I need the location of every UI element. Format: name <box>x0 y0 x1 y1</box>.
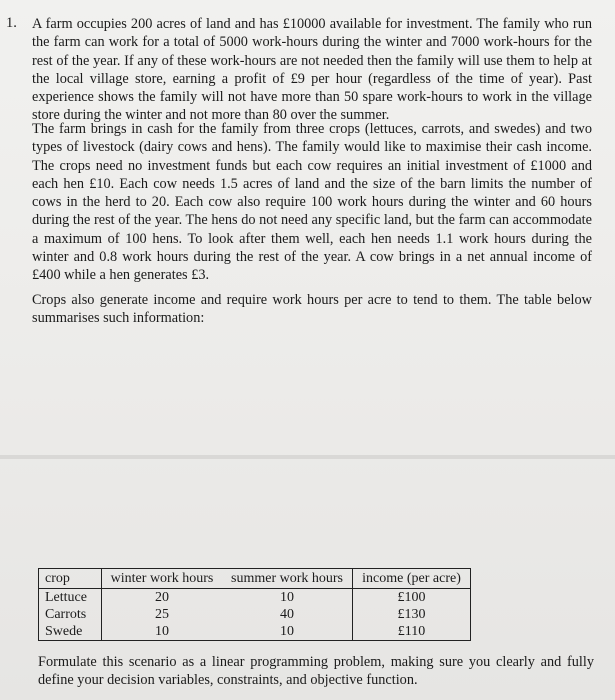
cell-summer: 40 <box>280 607 294 622</box>
cell-income: £130 <box>353 606 471 623</box>
cell-crop: Lettuce <box>39 589 102 607</box>
cell-summer: 10 <box>280 590 294 605</box>
col-header-summer: summer work hours <box>222 569 353 589</box>
col-header-winter: winter work hours <box>102 569 223 589</box>
cell-winter: 20 <box>155 590 169 605</box>
cell-crop: Swede <box>39 623 102 641</box>
table-row <box>39 589 471 607</box>
question-number: 1. <box>6 15 17 31</box>
question-paragraph-1: A farm occupies 200 acres of land and has £10000 available for investment. The family who run the farm can work for a total of 5000 work-hours during the winter and 7000 work-hours for the rest of the year. If any of these work-hours are not needed then the family will use them to help at the local village store, earning a profit of £9 per hour (regardless of the time of year). Past experience shows the family will not have more than 50 spare work-hours to work in the village store during the winter and not more than 80 over the summer. <box>32 16 592 124</box>
cell-income: £100 <box>353 589 471 607</box>
cell-winter: 10 <box>155 624 169 639</box>
table-row <box>39 623 471 641</box>
cell-winter: 25 <box>155 607 169 622</box>
question-paragraph-3: Crops also generate income and require work hours per acre to tend to them. The table below summarises such information: <box>32 292 592 327</box>
cell-income: £110 <box>353 623 471 641</box>
table-header-row <box>39 569 471 589</box>
page-divider <box>0 455 615 459</box>
col-header-income: income (per acre) <box>353 569 471 589</box>
question-paragraph-2: The farm brings in cash for the family from three crops (lettuces, carrots, and swedes) and two types of livestock (dairy cows and hens). The family would like to maximise their cash income. The crops need no investment funds but each cow requires an initial investment of £1000 and each hen £10. Each cow needs 1.5 acres of land and the size of the barn limits the number of cows in the herd to 20. Each cow also require 100 work hours during the winter and 60 hours during the rest of the year. The hens do not need any specific land, but the farm can accommodate a maximum of 100 hens. To look after them well, each hen needs 1.1 work hours during the winter and 0.8 work hours during the rest of the year. A cow brings in a net annual income of £400 while a hen generates £3. <box>32 121 592 284</box>
cell-crop: Carrots <box>39 606 102 623</box>
cell-summer: 10 <box>280 624 294 639</box>
col-header-crop: crop <box>39 569 102 589</box>
table-row <box>39 606 471 623</box>
closing-instruction: Formulate this scenario as a linear programming problem, making sure you clearly and fully define your decision variables, constraints, and objective function. <box>38 654 594 689</box>
crop-table <box>38 568 471 641</box>
